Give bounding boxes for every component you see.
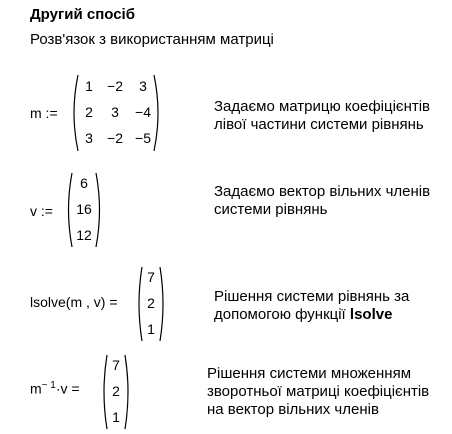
inverse-result-vector: [100, 353, 132, 431]
note-line: Рішення системи множенням: [207, 365, 412, 382]
note-matrix: [214, 98, 430, 134]
vector-cell: 16: [76, 201, 92, 217]
matrix-cell: −4: [135, 104, 151, 120]
inverse-expression: [30, 380, 80, 397]
note-lsolve: [214, 288, 409, 324]
expr-base: m: [30, 380, 42, 397]
note-line: Задаємо вектор вільних членів: [214, 183, 431, 200]
matrix-cell: 3: [139, 78, 147, 94]
lsolve-result-vector: [135, 265, 167, 343]
expr-exponent: − 1: [41, 380, 56, 391]
note-text: допомогою функції: [214, 306, 350, 323]
note-line: [214, 306, 409, 324]
vector-cell: 12: [76, 227, 92, 243]
matrix-m: [68, 73, 164, 153]
matrix-cell: −2: [107, 78, 123, 94]
section-title: Другий спосіб: [30, 6, 135, 23]
matrix-cell: 3: [85, 130, 93, 146]
note-line: Рішення системи рівнянь за: [214, 288, 410, 305]
matrix-cell: 1: [85, 78, 93, 94]
vector-cell: 6: [80, 175, 88, 191]
note-inverse: [207, 365, 429, 419]
vector-cell: 1: [112, 409, 120, 425]
vector-v-label: v :=: [30, 203, 53, 219]
note-line: лівої частини системи рівнянь: [214, 116, 424, 133]
expr-rest: ·v =: [55, 380, 80, 397]
vector-cell: 2: [147, 295, 155, 311]
note-vector: [214, 183, 430, 219]
matrix-cell: 3: [111, 104, 119, 120]
note-line: на вектор вільних членів: [207, 401, 379, 418]
lsolve-expression: lsolve(m , v) =: [30, 294, 118, 310]
vector-cell: 7: [147, 269, 155, 285]
vector-cell: 2: [112, 383, 120, 399]
matrix-cell: −5: [135, 130, 151, 146]
matrix-cell: 2: [85, 104, 93, 120]
function-name: lsolve: [349, 306, 393, 323]
note-line: зворотньої матриці коефіцієнтів: [207, 383, 430, 400]
matrix-m-label: m :=: [30, 105, 58, 121]
note-line: системи рівнянь: [214, 201, 328, 218]
vector-cell: 7: [112, 357, 120, 373]
note-line: Задаємо матрицю коефіцієнтів: [214, 98, 431, 115]
section-subtitle: Розв'язок з використанням матриці: [30, 31, 274, 48]
vector-cell: 1: [147, 321, 155, 337]
vector-v: [64, 171, 104, 249]
matrix-cell: −2: [107, 130, 123, 146]
